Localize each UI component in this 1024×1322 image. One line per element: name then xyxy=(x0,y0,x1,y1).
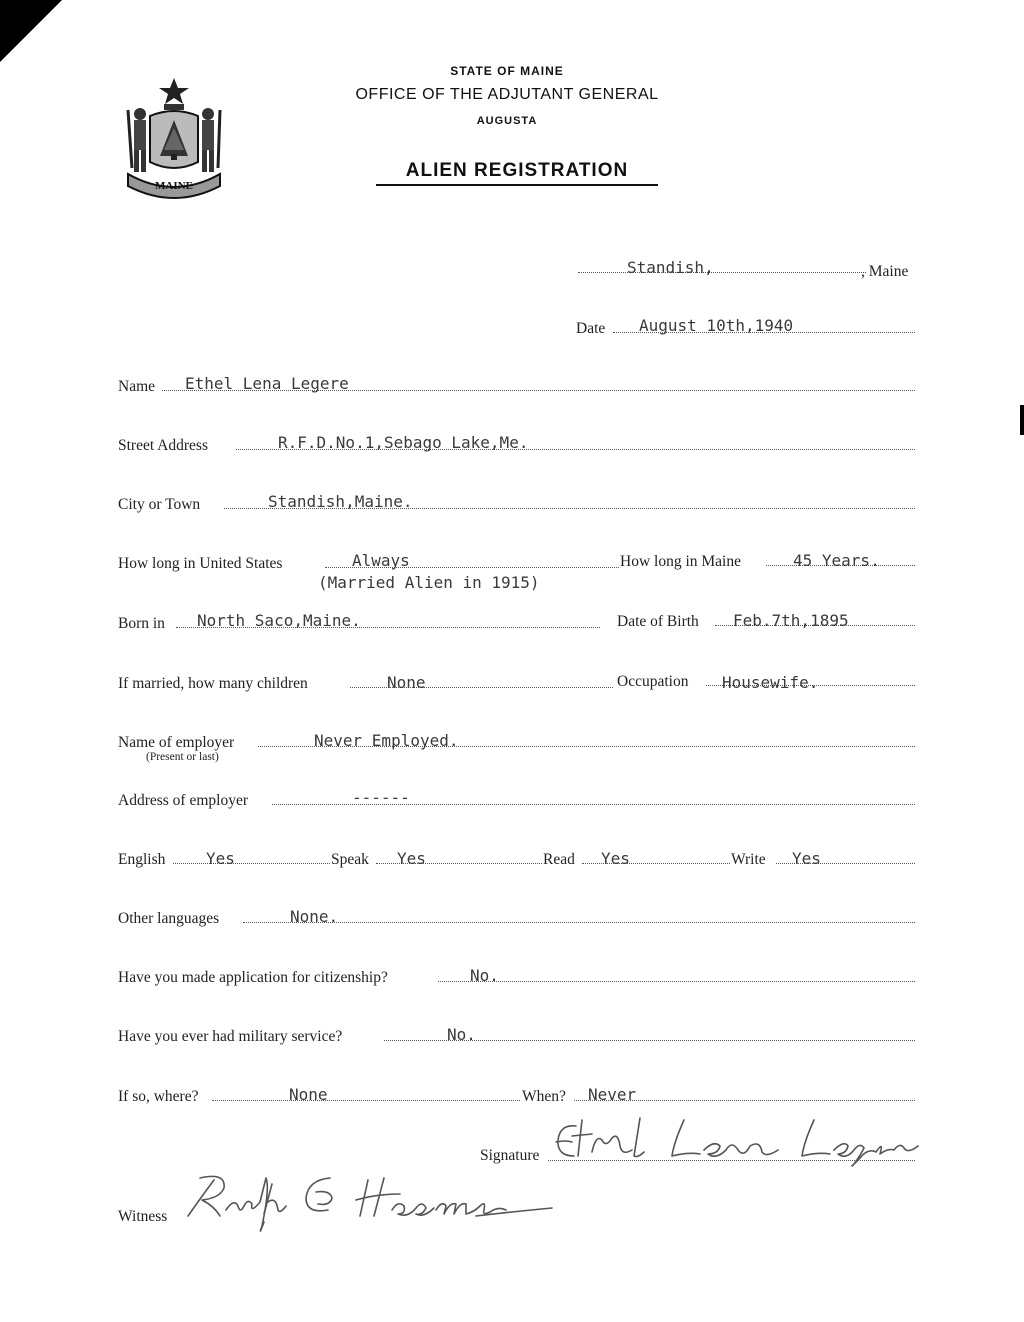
write-value: Yes xyxy=(792,849,821,868)
seal-banner-text: MAINE xyxy=(155,180,193,192)
military-label: Have you ever had military service? xyxy=(118,1028,343,1045)
how-long-us-label: How long in United States xyxy=(118,555,283,572)
place-value: Standish, xyxy=(627,258,714,277)
city-label: City or Town xyxy=(118,496,201,513)
signature-handwriting xyxy=(548,1112,920,1174)
form-title: ALIEN REGISTRATION xyxy=(376,160,658,186)
how-long-maine-label: How long in Maine xyxy=(620,553,741,570)
witness-label: Witness xyxy=(118,1208,168,1225)
other-languages-value: None. xyxy=(290,907,339,926)
english-value: Yes xyxy=(206,849,235,868)
children-value: None xyxy=(387,673,426,692)
where-label: If so, where? xyxy=(118,1088,199,1105)
date-label: Date xyxy=(576,320,606,337)
read-label: Read xyxy=(543,851,575,868)
read-value: Yes xyxy=(601,849,630,868)
header-city: AUGUSTA xyxy=(476,115,538,127)
english-line xyxy=(173,863,330,864)
occupation-label: Occupation xyxy=(617,673,689,690)
employer-address-label: Address of employer xyxy=(118,792,248,809)
citizenship-label: Have you made application for citizenship? xyxy=(118,969,388,986)
employer-value: Never Employed. xyxy=(314,731,459,750)
employer-sublabel: (Present or last) xyxy=(146,751,219,763)
when-label: When? xyxy=(522,1088,566,1105)
how-long-us-note: (Married Alien in 1915) xyxy=(318,573,540,592)
other-languages-line xyxy=(243,922,915,923)
name-label: Name xyxy=(118,378,156,395)
date-of-birth-value: Feb.7th,1895 xyxy=(733,611,849,630)
military-value: No. xyxy=(447,1025,476,1044)
header-office: OFFICE OF THE ADJUTANT GENERAL xyxy=(355,86,659,103)
street-label: Street Address xyxy=(118,437,208,454)
header-state: STATE OF MAINE xyxy=(450,64,564,78)
place-line xyxy=(578,272,866,273)
born-in-label: Born in xyxy=(118,615,165,632)
how-long-maine-value: 45 Years. xyxy=(793,551,880,570)
how-long-us-value: Always xyxy=(352,551,410,570)
write-label: Write xyxy=(731,851,766,868)
scan-edge-mark xyxy=(1020,405,1024,435)
witness-handwriting xyxy=(180,1166,556,1246)
where-value: None xyxy=(289,1085,328,1104)
other-languages-label: Other languages xyxy=(118,910,220,927)
street-value: R.F.D.No.1,Sebago Lake,Me. xyxy=(278,433,529,452)
children-label: If married, how many children xyxy=(118,675,308,692)
when-value: Never xyxy=(588,1085,637,1104)
signature-label: Signature xyxy=(480,1147,540,1164)
occupation-value: Housewife. xyxy=(722,673,819,692)
scan-corner xyxy=(0,0,62,62)
employer-address-value: ------ xyxy=(352,788,410,807)
speak-value: Yes xyxy=(397,849,426,868)
date-of-birth-label: Date of Birth xyxy=(617,613,699,630)
name-value: Ethel Lena Legere xyxy=(185,374,349,393)
speak-label: Speak xyxy=(331,851,369,868)
citizenship-value: No. xyxy=(470,966,499,985)
place-suffix: , Maine xyxy=(861,263,909,280)
citizenship-line xyxy=(438,981,915,982)
born-in-value: North Saco,Maine. xyxy=(197,611,361,630)
employer-label: Name of employer xyxy=(118,734,235,751)
date-value: August 10th,1940 xyxy=(639,316,794,335)
english-label: English xyxy=(118,851,166,868)
city-value: Standish,Maine. xyxy=(268,492,413,511)
where-line xyxy=(212,1100,520,1101)
